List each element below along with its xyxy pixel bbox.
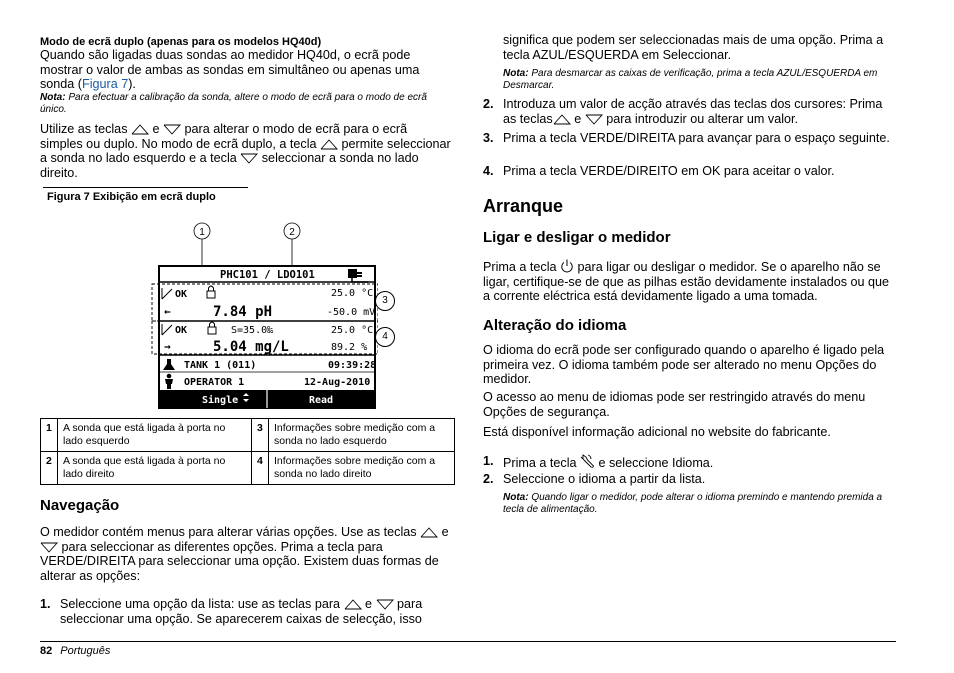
svg-text:S=35.0‰: S=35.0‰ (231, 325, 274, 336)
wrench-icon (580, 454, 595, 469)
power-icon (560, 259, 574, 273)
dual-screen-title: Modo de ecrã duplo (apenas para os modelos HQ40d) (40, 36, 322, 48)
page-footer (40, 645, 110, 657)
dual-screen-note: Nota: Para efectuar a calibração da sonda, altere o modo de ecrã para o modo de ecrã único. (40, 92, 427, 116)
figure-caption (40, 187, 248, 203)
step-1-continuation: significa que podem ser seleccionadas mais de uma opção. Prima a tecla AZUL/ESQUERDA em Seleccionar. (503, 33, 884, 62)
table-row: 2 A sonda que está ligada à porta no lado direito 4 Informações sobre medição com a sonda no lado direito (41, 452, 455, 485)
power-paragraph: Prima a tecla para ligar ou desligar o medidor. Se o aparelho não se ligar, certifique-se de que as pilhas estão devidamente instalados ou que a corrente eléctrica está devidamente ligado a uma tomada. (483, 260, 890, 304)
language-paragraph-3: Está disponível informação adicional no website do fabricante. (483, 425, 831, 439)
svg-text:Single: Single (202, 395, 239, 406)
navigation-step-1: 1. Seleccione uma opção da lista: use as teclas para e para seleccionar uma opção. Se aparecerem caixas de selecção, isso (40, 597, 423, 626)
dual-screen-keys-paragraph: Utilize as teclas e para alterar o modo de ecrã para o ecrã simples ou duplo. No modo de ecrã duplo, a tecla permite seleccionar a sonda no lado esquerdo e a tecla seleccionar a sonda no lado direito. (40, 122, 451, 180)
up-arrow-key-icon (344, 599, 362, 610)
callout-1 (194, 223, 210, 266)
step-2: 2. Introduza um valor de acção através das teclas dos cursores: Prima as teclas e para introduzir ou alterar um valor. (483, 97, 883, 126)
figure-title: Figura 7 Exibição em ecrã duplo (47, 191, 216, 203)
dual-screen-figure (116, 218, 378, 410)
svg-text:OPERATOR 1: OPERATOR 1 (184, 377, 245, 388)
dual-screen-paragraph: Quando são ligadas duas sondas ao medidor HQ40d, o ecrã pode mostrar o valor de ambas as sondas em simultâneo ou apenas uma sonda (Figura 7). (40, 48, 420, 92)
figure-rule (43, 187, 248, 188)
up-arrow-key-icon (420, 527, 438, 538)
figure-legend-table (40, 418, 455, 485)
figure-7-link[interactable]: Figura 7 (82, 77, 129, 92)
row1-value: 7.84 pH (213, 304, 273, 320)
svg-text:OK: OK (175, 289, 188, 300)
svg-text:1: 1 (199, 227, 205, 238)
down-arrow-key-icon (40, 542, 58, 553)
right-arrow-icon: → (164, 340, 171, 353)
down-arrow-key-icon (240, 153, 258, 164)
step-3: 3. Prima a tecla VERDE/DIREITA para avançar para o espaço seguinte. (483, 131, 890, 145)
language-note: Nota: Quando ligar o medidor, pode alterar o idioma premindo e mantendo premida a tecla de alimentação. (503, 492, 883, 516)
navigation-paragraph: O medidor contém menus para alterar várias opções. Use as teclas e para seleccionar as diferentes opções. Prima a tecla para VERDE/DIREITA para seleccionar uma opção. Existem duas formas de alterar as opções: (40, 525, 449, 583)
language-step-2: 2. Seleccione o idioma a partir da lista. (483, 472, 706, 486)
up-arrow-key-icon (320, 139, 338, 150)
footer-rule (40, 641, 896, 642)
left-arrow-icon: ← (164, 305, 171, 318)
svg-text:TANK 1 (011): TANK 1 (011) (184, 360, 257, 371)
footer-language: Português (60, 645, 111, 657)
svg-text:25.0 °C: 25.0 °C (331, 288, 374, 299)
svg-text:09:39:28: 09:39:28 (328, 360, 377, 371)
screen-header: PHC101 / LDO101 (220, 269, 315, 281)
svg-text:12-Aug-2010: 12-Aug-2010 (304, 377, 371, 388)
step-4: 4. Prima a tecla VERDE/DIREITO em OK para aceitar o valor. (483, 164, 835, 178)
callout-4-badge: 4 (375, 327, 395, 347)
svg-text:25.0 °C: 25.0 °C (331, 325, 374, 336)
down-arrow-key-icon (376, 599, 394, 610)
language-paragraph-1: O idioma do ecrã pode ser configurado quando o aparelho é ligado pela primeira vez. O idioma também pode ser alterado no menu Opções do medidor. (483, 343, 885, 387)
navigation-heading: Navegação (40, 497, 120, 514)
table-row: 1 A sonda que está ligada à porta no lado esquerdo 3 Informações sobre medição com a sonda no lado esquerdo (41, 419, 455, 452)
step-1-note: Nota: Para desmarcar as caixas de verificação, prima a tecla AZUL/ESQUERDA em Desmarcar. (503, 68, 878, 92)
up-arrow-key-icon (553, 114, 571, 125)
language-step-1: 1. Prima a tecla e seleccione Idioma. (483, 454, 714, 470)
row2-value: 5.04 mg/L (213, 339, 289, 355)
arranque-heading: Arranque (483, 196, 564, 216)
language-paragraph-2: O acesso ao menu de idiomas pode ser restringido através do menu Opções de segurança. (483, 390, 866, 419)
svg-text:2: 2 (289, 227, 295, 238)
up-arrow-key-icon (131, 124, 149, 135)
svg-text:OK: OK (175, 325, 188, 336)
page-number: 82 (40, 645, 53, 657)
power-heading: Ligar e desligar o medidor (483, 229, 671, 246)
read-softkey[interactable]: Read (309, 395, 334, 406)
callout-2 (284, 223, 300, 266)
language-heading: Alteração do idioma (483, 317, 627, 334)
svg-text:-50.0 mV: -50.0 mV (327, 307, 376, 318)
callout-3-badge: 3 (375, 291, 395, 311)
svg-text:89.2 %: 89.2 % (331, 342, 368, 353)
down-arrow-key-icon (163, 124, 181, 135)
down-arrow-key-icon (585, 114, 603, 125)
